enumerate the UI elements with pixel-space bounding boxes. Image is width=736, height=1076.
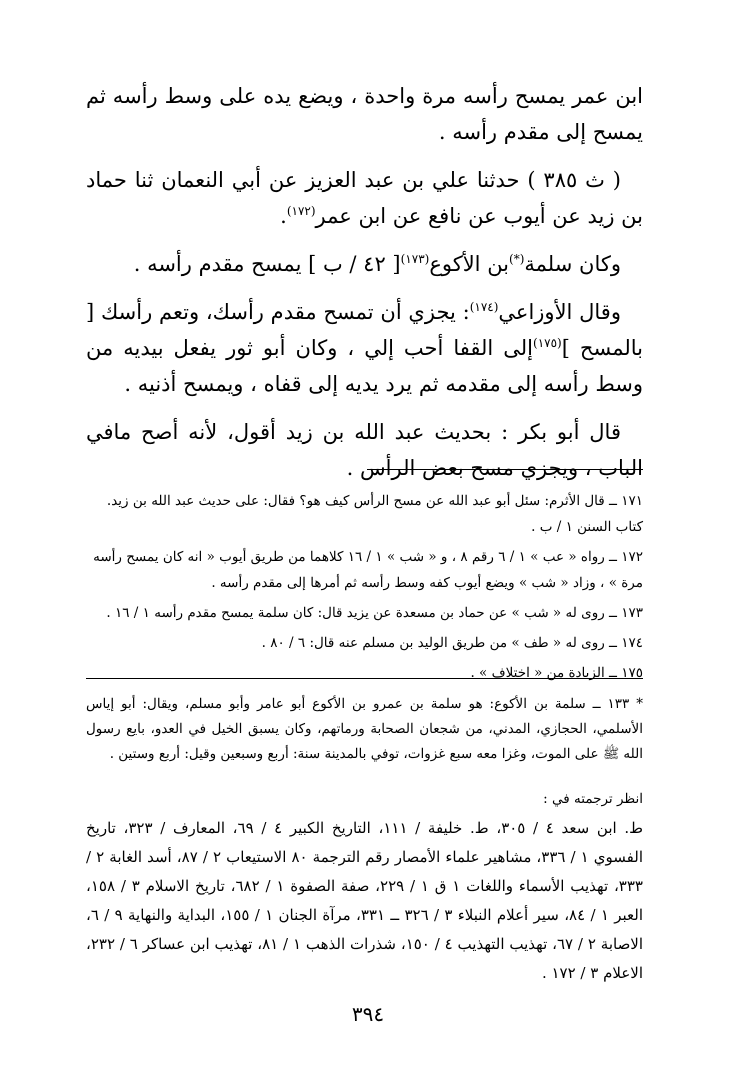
- paragraph-1: ابن عمر يمسح رأسه مرة واحدة ، ويضع يده على وسط رأسه ثم يمسح إلى مقدم رأسه .: [86, 84, 643, 144]
- footnote-divider: [367, 469, 643, 470]
- see-label: انظر ترجمته في :: [543, 791, 643, 807]
- main-text: [86, 78, 643, 498]
- footnote-171: ١٧١ ــ قال الأثرم: سئل أبو عبد الله عن مسح الرأس كيف هو؟ فقال: على حديث عبد الله بن زيد. كتاب السنن ١ / ب .: [106, 493, 643, 535]
- paragraph-4: وقال الأوزاعي$^{(١٧٤)}$: يجزي أن تمسح مقدم رأسك، وتعم رأسك [ بالمسح ]$^{(١٧٥)}$إلى القفا أحب إلي ، وكان أبو ثور يفعل بيديه من وسط رأسه إلى مقدمه ثم يرد يديه إلى قفاه ، ويمسح أذنيه .: [86, 300, 643, 396]
- footnote-ref-172: (١٧٢): [286, 204, 316, 218]
- page-number: ٣٩٤: [351, 1002, 385, 1026]
- footnote-173: ١٧٣ ــ روى له « شب » عن حماد بن مسعدة عن يزيد قال: كان سلمة يمسح مقدم رأسه ١ / ١٦ .: [106, 605, 643, 621]
- biography-divider: [86, 678, 643, 679]
- paragraph-3: وكان سلمة(*)بن الأكوع$^{(١٧٣)}$[ ٤٢ / ب ] يمسح مقدم رأسه .: [133, 252, 621, 276]
- paragraph-5: قال أبو بكر : بحديث عبد الله بن زيد أقول، لأنه أصح مافي الباب ، ويجزي مسح بعض الرأس .: [86, 420, 643, 480]
- footnote-175: ١٧٥ ــ الزيادة من « اختلاف » .: [470, 665, 643, 681]
- footnote-174: ١٧٤ ــ روى له « طف » من طريق الوليد بن مسلم عنه قال: ٦ / ٨٠ .: [261, 635, 643, 651]
- biography-text: * ١٣٣ ــ سلمة بن الأكوع: هو سلمة بن عمرو بن الأكوع أبو عامر وأبو مسلم، ويقال: أبو إياس الأسلمي، الحجازي، المدني، من شجعان الصحابة ورماتهم، وكان يسبق الخيل في العدو، بايع رسول الله ﷺ على الموت، وغزا معه سبع غزوات، توفي بالمدينة سنة: أربع وسبعين وقيل: أربع وستين .: [86, 696, 644, 762]
- footnote-ref-bio: (*): [509, 252, 525, 266]
- footnote-ref-175: (١٧٥): [533, 336, 562, 350]
- biography-references: [86, 814, 643, 988]
- references-text: ط. ابن سعد ٤ / ٣٠٥، ط. خليفة / ١١١، التاريخ الكبير ٤ / ٦٩، المعارف / ٣٢٣، تاريخ الفسوي ١ / ٣٣٦، مشاهير علماء الأمصار رقم الترجمة ٨٠ الاستيعاب ٢ / ٨٧، أسد الغابة ٢ / ٣٣٣، تهذيب الأسماء واللغات ١ ق ١ / ٢٢٩، صفة الصفوة ١ / ٦٨٢، تاريخ الاسلام ٣ / ١٥٨، العبر ١ / ٨٤، سير أعلام النبلاء ٣ / ٣٢٦ ــ ٣٣١، مرآة الجنان ١ / ١٥٥، البداية والنهاية ٩ / ٦، الاصابة ٢ / ٦٧، تهذيب التهذيب ٤ / ١٥٠، شذرات الذهب ١ / ٨١، تهذيب ابن عساكر ٦ / ٢٣٢، الاعلام ٣ / ١٧٢ .: [86, 819, 644, 982]
- paragraph-2: ( ث ٣٨٥ ) حدثنا علي بن عبد العزيز عن أبي النعمان ثنا حماد بن زيد عن أيوب عن نافع عن ابن عمر$^{(١٧٢)}$.: [86, 168, 643, 228]
- footnote-172: ١٧٢ ــ رواه « عب » ١ / ٦ رقم ٨ ، و « شب » ١ / ١٦ كلاهما من طريق أيوب « انه كان يمسح رأسه مرة » ، وزاد « شب » ويضع أيوب كفه وسط رأسه ثم أمرها إلى مقدم رأسه .: [93, 549, 643, 591]
- footnote-ref-173: (١٧٣): [400, 252, 430, 266]
- footnote-ref-174: (١٧٤): [469, 300, 499, 314]
- footnotes: [86, 488, 643, 690]
- biography-note: [86, 692, 643, 767]
